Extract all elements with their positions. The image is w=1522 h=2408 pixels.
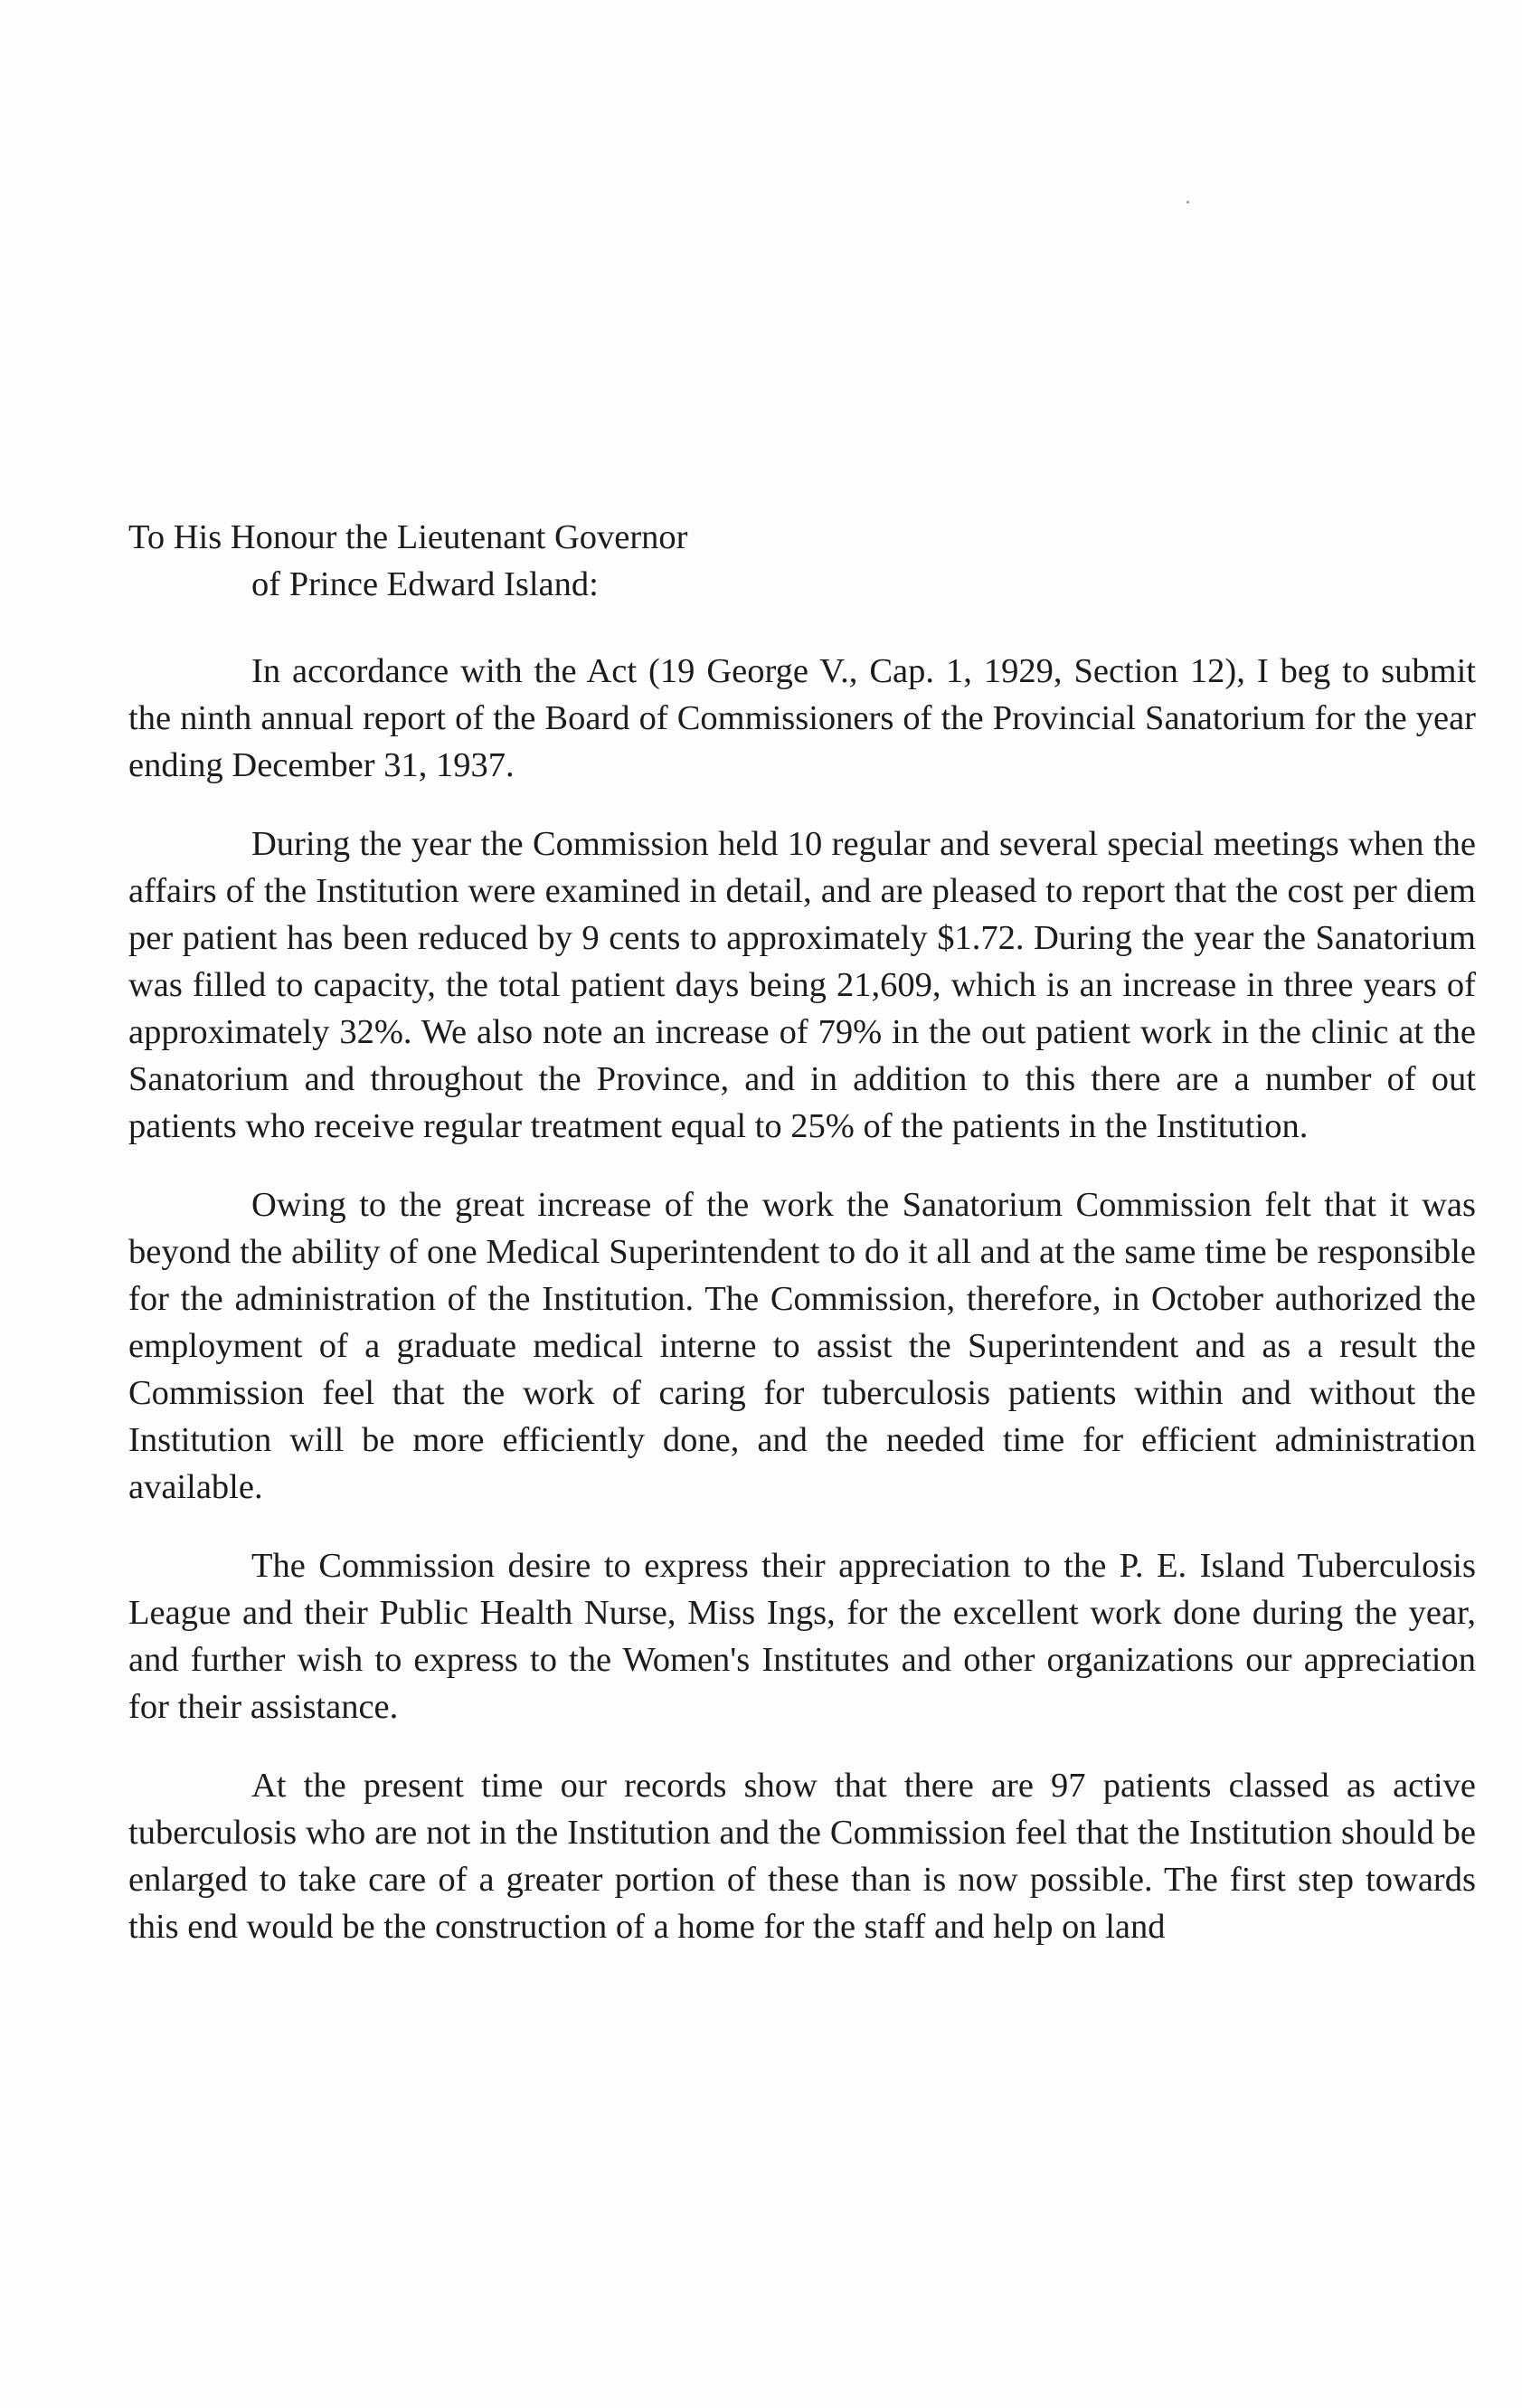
paragraph-4: The Commission desire to express their appreciation to the P. E. Island Tuberculosis League and their Public Health Nurse, Miss Ings, for the excellent work done during the year, and further wish to express to the Women's Institutes and other organizations our appreciation for their assistance. — [128, 1547, 1476, 1726]
address-block — [128, 514, 1476, 608]
address-line-1: To His Honour the Lieutenant Governor — [128, 518, 688, 556]
paragraph-5: At the present time our records show that there are 97 patients classed as active tuberculosis who are not in the Institution and the Commission feel that the Institution should be enlarged to take care of a greater portion of these than is now possible. The first step towards this end would be the construction of a home for the staff and help on land — [128, 1767, 1476, 1946]
spacer — [128, 608, 1476, 648]
scan-speck — [1186, 201, 1189, 204]
paragraph-3: Owing to the great increase of the work the Sanatorium Commission felt that it was beyond the ability of one Medical Superintendent to do it all and at the same time be responsible for the administration of the Institution. The Commission, therefore, in October authorized the employment of a graduate medical interne to assist the Superintendent and as a result the Commission feel that the work of caring for tuberculosis patients within and without the Institution will be more efficiently done, and the needed time for efficient administration available. — [128, 1186, 1476, 1506]
address-line-2: of Prince Edward Island: — [251, 565, 599, 603]
letter-body — [128, 514, 1476, 1950]
paragraph-1: In accordance with the Act (19 George V., Cap. 1, 1929, Section 12), I beg to submit the ninth annual report of the Board of Commissioners of the Provincial Sanatorium for the year ending December 31, 1937. — [128, 652, 1476, 784]
paragraph-2: During the year the Commission held 10 regular and several special meetings when the affairs of the Institution were examined in detail, and are pleased to report that the cost per diem per patient has been reduced by 9 cents to approximately $1.72. During the year the Sanatorium was filled to capacity, the total patient days being 21,609, which is an increase in three years of approximately 32%. We also note an increase of 79% in the out patient work in the clinic at the Sanatorium and throughout the Province, and in addition to this there are a number of out patients who receive regular treatment equal to 25% of the patients in the Institution. — [128, 825, 1476, 1145]
